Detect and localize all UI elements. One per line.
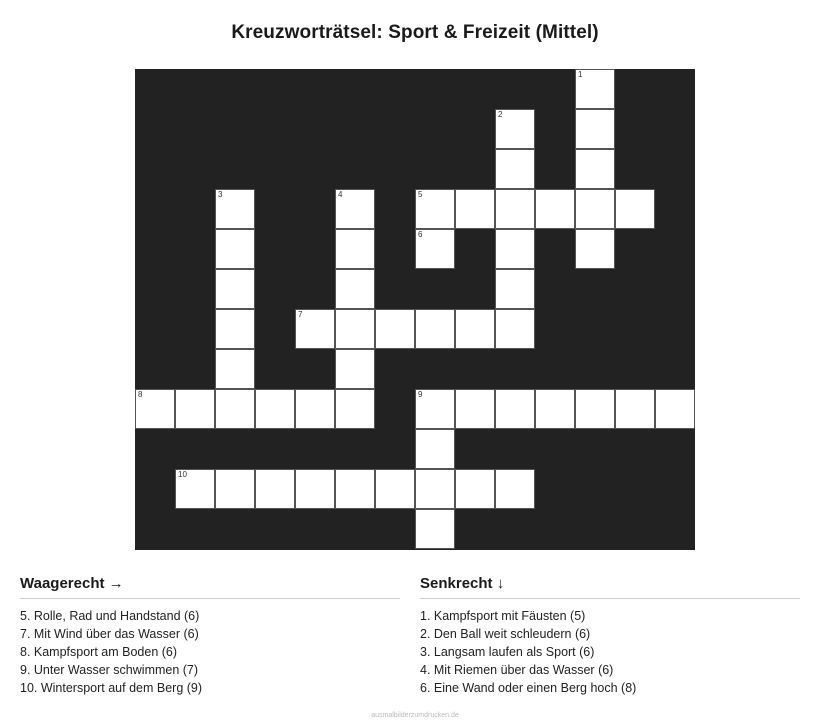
crossword-cell[interactable] — [575, 149, 615, 189]
crossword-cell[interactable] — [215, 469, 255, 509]
cell-number: 1 — [578, 70, 583, 79]
crossword-cell[interactable] — [415, 429, 455, 469]
page-title: Kreuzworträtsel: Sport & Freizeit (Mittel) — [231, 22, 599, 43]
clue-item[interactable]: 2. Den Ball weit schleudern (6) — [420, 627, 591, 641]
crossword-cell[interactable] — [455, 469, 495, 509]
cell-number: 8 — [138, 390, 143, 399]
crossword-grid[interactable] — [135, 69, 695, 550]
crossword-cell[interactable] — [495, 149, 535, 189]
crossword-cell[interactable] — [375, 309, 415, 349]
clues-section — [0, 575, 830, 697]
crossword-cell[interactable] — [215, 349, 255, 389]
crossword-cell[interactable] — [215, 229, 255, 269]
crossword-cell[interactable] — [535, 389, 575, 429]
crossword-cell[interactable] — [375, 469, 415, 509]
clue-item[interactable]: 8. Kampfsport am Boden (6) — [20, 645, 178, 659]
crossword-cell[interactable] — [295, 469, 335, 509]
crossword-cell[interactable] — [615, 389, 655, 429]
crossword-cell[interactable] — [335, 469, 375, 509]
crossword-cell[interactable] — [575, 189, 615, 229]
crossword-cell[interactable] — [135, 389, 175, 429]
crossword-cell[interactable] — [655, 389, 695, 429]
crossword-cell[interactable] — [215, 309, 255, 349]
crossword-cell[interactable] — [295, 389, 335, 429]
cell-number: 5 — [418, 190, 423, 199]
crossword-cell[interactable] — [615, 189, 655, 229]
clues-down — [420, 575, 800, 697]
clues-across-heading: Waagerecht → — [20, 575, 400, 599]
clue-item[interactable]: 1. Kampfsport mit Fäusten (5) — [420, 609, 586, 623]
crossword-cell[interactable] — [415, 189, 455, 229]
clue-item[interactable]: 6. Eine Wand oder einen Berg hoch (8) — [420, 681, 637, 695]
crossword-cell[interactable] — [215, 189, 255, 229]
crossword-cell[interactable] — [495, 389, 535, 429]
crossword-cell[interactable] — [295, 309, 335, 349]
crossword-cell[interactable] — [215, 389, 255, 429]
crossword-cell[interactable] — [495, 109, 535, 149]
crossword-cell[interactable] — [215, 269, 255, 309]
crossword-cell[interactable] — [495, 469, 535, 509]
clue-item[interactable]: 7. Mit Wind über das Wasser (6) — [20, 627, 199, 641]
crossword-cell[interactable] — [335, 269, 375, 309]
crossword-cell[interactable] — [175, 469, 215, 509]
crossword-cell[interactable] — [575, 109, 615, 149]
crossword-cell[interactable] — [335, 189, 375, 229]
crossword-cell[interactable] — [415, 469, 455, 509]
crossword-cell[interactable] — [415, 389, 455, 429]
cell-number: 10 — [178, 470, 187, 479]
clue-item[interactable]: 4. Mit Riemen über das Wasser (6) — [420, 663, 614, 677]
crossword-cell[interactable] — [415, 309, 455, 349]
crossword-cell[interactable] — [455, 189, 495, 229]
cell-number: 7 — [298, 310, 303, 319]
clue-item[interactable]: 3. Langsam laufen als Sport (6) — [420, 645, 595, 659]
clues-across — [20, 575, 400, 697]
crossword-cell[interactable] — [255, 389, 295, 429]
crossword-cell[interactable] — [575, 229, 615, 269]
cell-number: 9 — [418, 390, 423, 399]
cell-number: 4 — [338, 190, 343, 199]
crossword-cell[interactable] — [495, 269, 535, 309]
clue-item[interactable]: 10. Wintersport auf dem Berg (9) — [20, 681, 203, 695]
clue-item[interactable]: 5. Rolle, Rad und Handstand (6) — [20, 609, 200, 623]
cell-number: 6 — [418, 230, 423, 239]
crossword-cell[interactable] — [535, 189, 575, 229]
cell-number: 2 — [498, 110, 503, 119]
crossword-cell[interactable] — [255, 469, 295, 509]
crossword-cell[interactable] — [575, 389, 615, 429]
crossword-cell[interactable] — [575, 69, 615, 109]
clues-down-heading: Senkrecht ↓ — [420, 575, 800, 599]
crossword-cell[interactable] — [415, 509, 455, 549]
crossword-cell[interactable] — [335, 389, 375, 429]
footer-watermark: ausmalbilderzumdrucken.de — [371, 712, 459, 719]
crossword-cell[interactable] — [335, 229, 375, 269]
crossword-cell[interactable] — [495, 309, 535, 349]
crossword-cell[interactable] — [495, 229, 535, 269]
crossword-cell[interactable] — [335, 349, 375, 389]
crossword-cell[interactable] — [455, 389, 495, 429]
crossword-cell[interactable] — [495, 189, 535, 229]
crossword-cell[interactable] — [415, 229, 455, 269]
crossword-cell[interactable] — [175, 389, 215, 429]
clue-item[interactable]: 9. Unter Wasser schwimmen (7) — [20, 663, 199, 677]
cell-number: 3 — [218, 190, 223, 199]
crossword-cell[interactable] — [455, 309, 495, 349]
crossword-cell[interactable] — [335, 309, 375, 349]
